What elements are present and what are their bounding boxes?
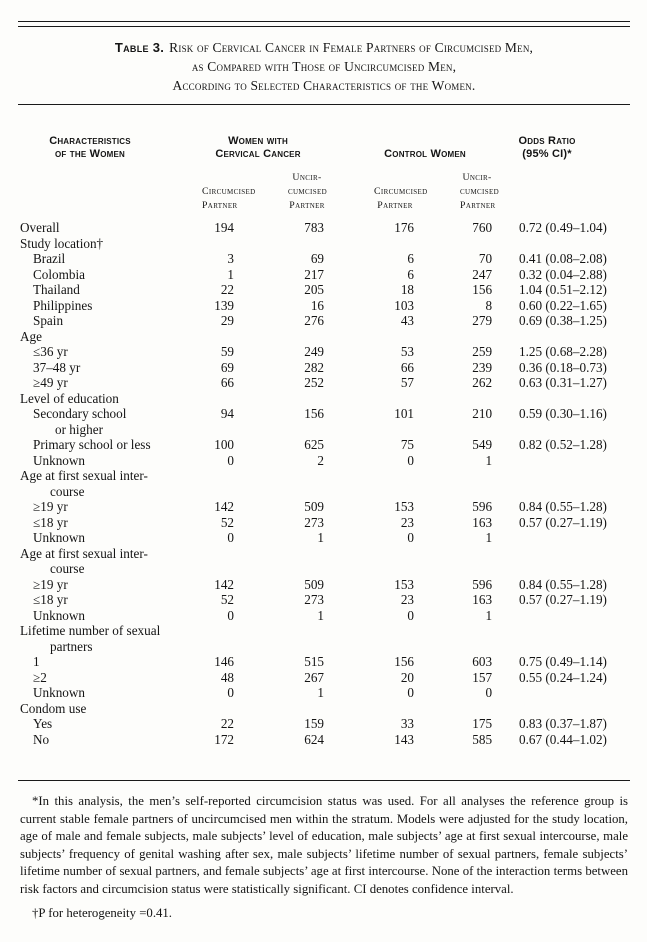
cell-count: 29	[220, 313, 234, 328]
cell-count: 100	[214, 437, 234, 452]
row-label: Philippines	[33, 297, 93, 313]
cell-odds-ratio: 0.55 (0.24–1.24)	[519, 669, 607, 685]
table-row	[18, 468, 630, 499]
title-line-1	[28, 38, 620, 57]
title-text-3: According to Selected Characteristics of the Women.	[172, 78, 476, 93]
cell-odds-ratio: 1.25 (0.68–2.28)	[519, 344, 607, 359]
row-label: ≥19 yr	[33, 576, 68, 592]
cell-count: 23	[400, 514, 415, 530]
row-label: ≥19 yr	[33, 499, 68, 514]
row-label: Unknown	[33, 685, 86, 700]
cell-count: 259	[472, 344, 493, 359]
cell-count: 6	[407, 251, 415, 266]
cell-count	[326, 546, 416, 577]
cell-count: 157	[472, 669, 493, 685]
table-number: Table 3.	[114, 40, 165, 55]
table-row	[18, 453, 630, 469]
cell-count: 6	[407, 266, 415, 282]
row-label: Brazil	[33, 251, 66, 266]
cell-count: 57	[400, 375, 415, 390]
cell-odds-ratio	[494, 701, 630, 717]
cell-count: 0	[407, 530, 415, 545]
cell-count	[326, 701, 416, 717]
footnote-dagger: †P for heterogeneity =0.41.	[32, 906, 173, 920]
cell-count	[236, 236, 326, 252]
row-label: Colombia	[33, 266, 86, 282]
cell-count: 603	[472, 654, 493, 669]
footnote-asterisk: *In this analysis, the men’s self-reported circumcision status was used. For all analyses the reference group is current stable female partners of uncircumcised men within the stratum. Models were adjusted for the study location, age of male and female subjects, male subjects’ level of education, male subjects’ age at first sexual intercourse, male subjects’ frequency of genital washing after sex, male subjects’ lifetime number of sexual partners, female subjects’ lifetime number of sexual partners, and female subjects’ age at first intercourse. None of the interaction terms between risk factors and circumcision status were statistically significant. CI denotes confidence interval.	[20, 794, 628, 896]
cell-count: 273	[304, 592, 325, 607]
cell-count	[326, 236, 416, 252]
cell-odds-ratio: 0.69 (0.38–1.25)	[519, 313, 607, 328]
title-rule	[18, 104, 630, 105]
cell-count	[416, 236, 494, 252]
title-text-2: as Compared with Those of Uncircumcised Men,	[191, 59, 457, 74]
cell-count	[190, 546, 236, 577]
cell-count	[190, 236, 236, 252]
table-row	[18, 391, 630, 407]
top-double-rule	[18, 21, 630, 27]
cell-odds-ratio: 0.41 (0.08–2.08)	[519, 251, 607, 266]
cell-odds-ratio	[494, 329, 630, 345]
row-label: Level of education	[20, 390, 119, 406]
cell-odds-ratio: 0.36 (0.18–0.73)	[519, 359, 607, 375]
cell-count: 217	[304, 266, 325, 282]
cell-count: 22	[220, 282, 234, 297]
cell-odds-ratio: 0.59 (0.30–1.16)	[519, 406, 607, 421]
table-row	[18, 732, 630, 748]
table-row	[18, 375, 630, 391]
cell-count: 153	[394, 576, 415, 592]
table-row	[18, 251, 630, 267]
table-row	[18, 670, 630, 686]
cell-odds-ratio: 0.67 (0.44–1.02)	[519, 731, 607, 747]
table-row	[18, 592, 630, 608]
subcol-cancer-circumcised: Circumcised Partner	[202, 186, 256, 211]
cell-odds-ratio	[494, 608, 630, 624]
cell-count: 156	[304, 406, 325, 421]
subcol-empty-right	[494, 161, 630, 220]
cell-count: 0	[227, 530, 234, 545]
cell-odds-ratio: 0.83 (0.37–1.87)	[519, 716, 607, 731]
cell-count: 156	[472, 282, 493, 297]
table-row	[18, 298, 630, 314]
cell-count: 0	[227, 607, 234, 623]
row-label: ≤18 yr	[33, 514, 68, 530]
cell-count: 48	[220, 669, 234, 685]
cell-count: 2	[317, 452, 325, 468]
cell-count: 142	[214, 576, 234, 592]
table-row	[18, 515, 630, 531]
cell-count	[416, 546, 494, 577]
footnotes	[20, 793, 628, 923]
cell-count: 33	[400, 716, 415, 731]
cell-count: 20	[400, 669, 415, 685]
header-group-row	[18, 131, 630, 161]
row-label: 1	[33, 654, 40, 669]
cell-count: 16	[310, 297, 325, 313]
row-label: Unknown	[33, 607, 86, 623]
title-text-1: Risk of Cervical Cancer in Female Partners of Circumcised Men,	[169, 40, 534, 55]
cell-count: 18	[400, 282, 415, 297]
table-row	[18, 577, 630, 593]
table-row	[18, 623, 630, 654]
cell-count: 205	[304, 282, 325, 297]
cell-count: 101	[394, 406, 415, 421]
row-label: Condom use	[20, 700, 87, 716]
cell-count: 156	[394, 654, 415, 669]
subcol-control-circumcised: Circumcised Partner	[374, 186, 428, 211]
row-label: Thailand	[33, 282, 80, 297]
cell-count	[416, 468, 494, 499]
cell-count: 509	[304, 576, 325, 592]
table-row	[18, 329, 630, 345]
cell-count: 52	[220, 514, 234, 530]
cell-odds-ratio: 0.84 (0.55–1.28)	[519, 499, 607, 514]
cell-count	[190, 623, 236, 654]
cell-odds-ratio: 0.63 (0.31–1.27)	[519, 375, 607, 390]
cell-count	[326, 329, 416, 345]
cell-odds-ratio: 0.84 (0.55–1.28)	[519, 576, 607, 592]
cell-count: 0	[485, 685, 493, 700]
cell-odds-ratio: 0.57 (0.27–1.19)	[519, 514, 607, 530]
cell-count: 3	[227, 251, 234, 266]
subcol-cancer-uncircumcised: Uncir- cumcised Partner	[288, 172, 327, 211]
table-row	[18, 546, 630, 577]
row-label: Unknown	[33, 530, 86, 545]
cell-count: 282	[304, 359, 325, 375]
table-row	[18, 437, 630, 453]
cell-count	[190, 391, 236, 407]
col-header-control-women: Control Women	[384, 148, 466, 160]
cell-count: 75	[400, 437, 415, 452]
cell-count: 1	[317, 607, 325, 623]
cell-count: 210	[472, 406, 493, 421]
table-row	[18, 313, 630, 329]
row-label: Age	[20, 328, 42, 344]
row-label: 37–48 yr	[33, 359, 81, 375]
cell-count: 70	[478, 251, 493, 266]
cell-count: 194	[214, 220, 234, 235]
cell-count	[326, 623, 416, 654]
cell-odds-ratio	[494, 453, 630, 469]
cell-count: 1	[317, 685, 325, 700]
cell-count	[416, 701, 494, 717]
table-row	[18, 344, 630, 360]
cell-count	[236, 623, 326, 654]
table-row	[18, 360, 630, 376]
cell-count: 509	[304, 499, 325, 514]
row-label: ≤18 yr	[33, 592, 68, 607]
cell-count	[236, 701, 326, 717]
cell-count: 94	[220, 406, 234, 421]
cell-count	[326, 468, 416, 499]
row-label: No	[33, 731, 50, 747]
cell-odds-ratio: 0.82 (0.52–1.28)	[519, 437, 607, 452]
cell-count: 0	[407, 685, 415, 700]
cell-count: 247	[472, 266, 493, 282]
col-header-characteristics: Characteristics of the Women	[49, 135, 131, 160]
table-body	[18, 220, 630, 747]
cell-odds-ratio	[494, 236, 630, 252]
cell-count	[416, 623, 494, 654]
row-label: ≤36 yr	[33, 344, 68, 359]
cell-count: 22	[220, 716, 234, 731]
cell-count: 153	[394, 499, 415, 514]
cell-count	[236, 546, 326, 577]
cell-count: 8	[485, 297, 493, 313]
cell-count: 1	[317, 530, 325, 545]
table-row	[18, 685, 630, 701]
cell-count: 0	[227, 685, 234, 700]
cell-count: 1	[485, 452, 493, 468]
row-label: Secondary school or higher	[33, 406, 127, 437]
cell-count: 1	[227, 266, 234, 282]
cell-count: 139	[214, 297, 234, 313]
footnote-rule	[18, 780, 630, 781]
cell-count: 262	[472, 375, 493, 390]
cell-odds-ratio: 0.75 (0.49–1.14)	[519, 654, 607, 669]
cell-count: 0	[227, 452, 234, 468]
table-row	[18, 499, 630, 515]
cell-count: 69	[220, 359, 234, 375]
table-row	[18, 220, 630, 236]
cell-count: 585	[472, 731, 493, 747]
cell-count	[190, 701, 236, 717]
cell-count	[416, 391, 494, 407]
cell-count: 596	[472, 576, 493, 592]
cell-count	[236, 468, 326, 499]
cell-count	[236, 391, 326, 407]
cell-count: 1	[485, 530, 493, 545]
cell-count: 249	[304, 344, 325, 359]
table-row	[18, 236, 630, 252]
cell-count	[236, 329, 326, 345]
subcol-control-uncircumcised: Uncir- cumcised Partner	[460, 172, 499, 211]
cell-count	[190, 468, 236, 499]
cell-count: 163	[472, 514, 493, 530]
cell-count: 163	[472, 592, 493, 607]
row-label: Study location†	[20, 235, 104, 251]
cell-count: 625	[304, 437, 325, 452]
table-row	[18, 701, 630, 717]
cell-count: 143	[394, 731, 415, 747]
cell-odds-ratio: 0.72 (0.49–1.04)	[519, 220, 607, 235]
table-row	[18, 654, 630, 670]
cell-count: 783	[304, 220, 325, 235]
table-row	[18, 406, 630, 437]
table-title	[28, 38, 620, 95]
cell-count: 549	[472, 437, 493, 452]
cell-odds-ratio: 1.04 (0.51–2.12)	[519, 282, 607, 297]
cell-count: 66	[400, 359, 415, 375]
cell-odds-ratio	[494, 546, 630, 577]
cell-count: 267	[304, 669, 325, 685]
data-table	[18, 131, 630, 747]
row-label: Unknown	[33, 452, 86, 468]
cell-count: 624	[304, 731, 325, 747]
cell-count: 276	[304, 313, 325, 328]
row-label: Overall	[20, 220, 60, 235]
cell-count: 146	[214, 654, 234, 669]
cell-count: 52	[220, 592, 234, 607]
table-header	[18, 131, 630, 220]
row-label: Age at first sexual inter- course	[20, 545, 148, 576]
table-row	[18, 608, 630, 624]
cell-count: 69	[310, 251, 325, 266]
cell-count: 279	[472, 313, 493, 328]
table-row	[18, 267, 630, 283]
cell-count: 175	[472, 716, 493, 731]
cell-count	[416, 329, 494, 345]
cell-count: 515	[304, 654, 325, 669]
cell-odds-ratio	[494, 623, 630, 654]
cell-odds-ratio	[494, 391, 630, 407]
table-row	[18, 282, 630, 298]
cell-odds-ratio	[494, 468, 630, 499]
table-row	[18, 530, 630, 546]
cell-count: 23	[400, 592, 415, 607]
row-label: ≥49 yr	[33, 375, 68, 390]
cell-count: 239	[472, 359, 493, 375]
cell-odds-ratio	[494, 530, 630, 546]
cell-count: 172	[214, 731, 234, 747]
row-label: Primary school or less	[33, 437, 151, 452]
cell-count: 252	[304, 375, 325, 390]
cell-count: 0	[407, 607, 415, 623]
row-label: ≥2	[33, 669, 47, 685]
cell-count	[190, 329, 236, 345]
cell-count: 59	[220, 344, 234, 359]
cell-odds-ratio: 0.57 (0.27–1.19)	[519, 592, 607, 607]
cell-odds-ratio: 0.60 (0.22–1.65)	[519, 297, 607, 313]
cell-odds-ratio	[494, 685, 630, 701]
cell-count: 103	[394, 297, 415, 313]
header-sub-row	[18, 161, 630, 220]
cell-count	[326, 391, 416, 407]
cell-count: 43	[400, 313, 415, 328]
cell-count: 176	[394, 220, 415, 235]
cell-count: 66	[220, 375, 234, 390]
table-row	[18, 716, 630, 732]
cell-count: 0	[407, 452, 415, 468]
row-label: Age at first sexual inter- course	[20, 468, 148, 499]
cell-odds-ratio: 0.32 (0.04–2.88)	[519, 266, 607, 282]
col-header-odds-ratio: Odds Ratio (95% CI)*	[518, 135, 576, 160]
cell-count: 760	[472, 220, 493, 235]
cell-count: 596	[472, 499, 493, 514]
subcol-empty-left	[18, 161, 190, 220]
cell-count: 53	[400, 344, 415, 359]
cell-count: 142	[214, 499, 234, 514]
col-header-women-with-cervical-cancer: Women with Cervical Cancer	[215, 135, 301, 160]
row-label: Spain	[33, 313, 64, 328]
cell-count: 1	[485, 607, 493, 623]
cell-count: 273	[304, 514, 325, 530]
row-label: Yes	[33, 716, 53, 731]
row-label: Lifetime number of sexual partners	[20, 623, 161, 654]
cell-count: 159	[304, 716, 325, 731]
